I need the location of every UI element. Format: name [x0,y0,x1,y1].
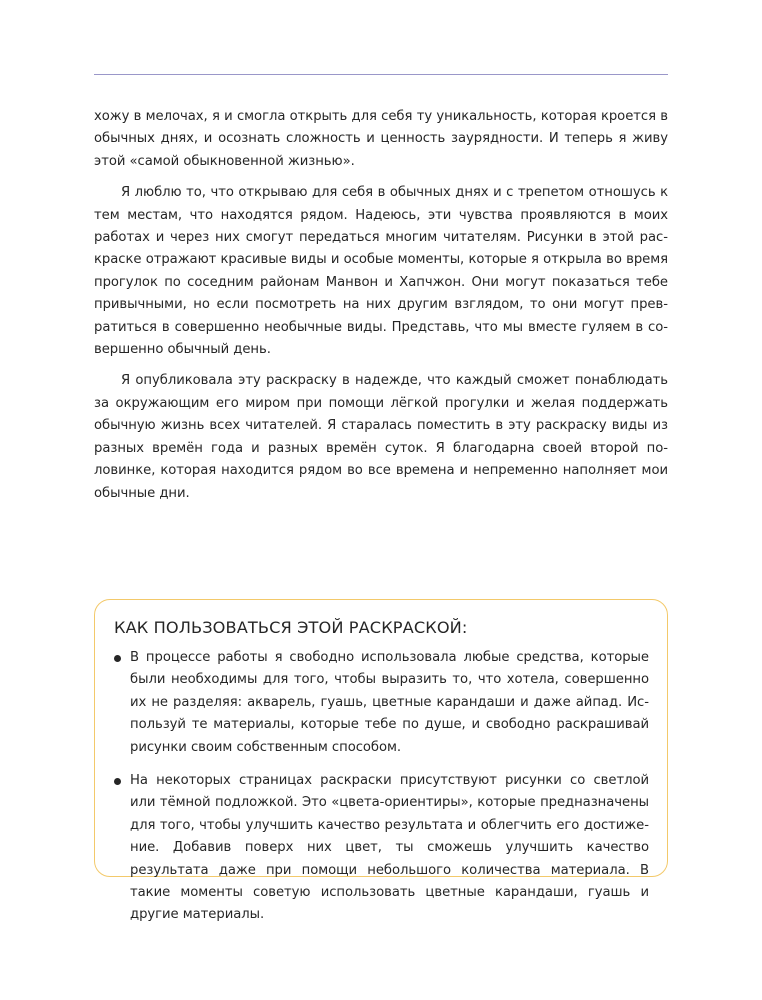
main-text [94,106,668,514]
header-rule [94,74,668,75]
howto-list [114,647,649,927]
howto-title: КАК ПОЛЬЗОВАТЬСЯ ЭТОЙ РАСКРАСКОЙ: [114,618,468,637]
paragraph: Я опубликовала эту раскраску в надежде, что каждый сможет понаблюдать за окружающим его миром при помощи лёгкой прогулки и желая поддержать обычную жизнь всех читателей. Я старалась поместить в эту раскраску виды из разных времён года и разных времён суток. Я благодарна своей второй половинке, которая находится рядом во все времена и непременно наполняет мои обычные дни. [94,373,668,501]
bullet-icon [114,778,121,785]
paragraph-continuation: хожу в мелочах, я и смогла открыть для себя ту уникальность, которая кроется в обычных днях, и осознать сложность и ценность заурядности. И теперь я живу этой «самой обыкновенной жизнью». [94,109,668,169]
howto-box [94,599,668,923]
bullet-icon [114,655,121,662]
howto-item-text: На некоторых страницах раскраски присутствуют рисунки со светлой или тёмной подложкой. Это «цвета-ориентиры», которые предназначены для того, чтобы улучшить качество результата и облегчить его достижение. Добавив поверх них цвет, ты сможешь улучшить качество результата даже при помощи небольшого количества материала. В такие моменты советую использовать цветные карандаши, гуашь и другие материалы. [130,773,649,923]
howto-item [114,647,649,759]
howto-item [114,770,649,927]
paragraph: Я люблю то, что открываю для себя в обычных днях и с трепетом отношусь к тем местам, что находятся рядом. Надеюсь, эти чувства проявляются в моих работах и через них смогут передаться многим читателям. Рисунки в этой раскраске отражают красивые виды и особые моменты, которые я открыла во время прогулок по соседним районам Манвон и Хапчжон. Они могут показаться тебе привычными, но если посмотреть на них другим взглядом, то они могут превратиться в совершенно необычные виды. Представь, что мы вместе гуляем в совершенно обычный день. [94,185,668,358]
howto-item-text: В процессе работы я свободно использовала любые средства, которые были необходимы для того, чтобы выразить то, что хотела, совершенно их не разделяя: акварель, гуашь, цветные карандаши и даже айпад. Используй те материалы, которые тебе по душе, и свободно раскрашивай рисунки своим собственным способом. [130,650,649,755]
